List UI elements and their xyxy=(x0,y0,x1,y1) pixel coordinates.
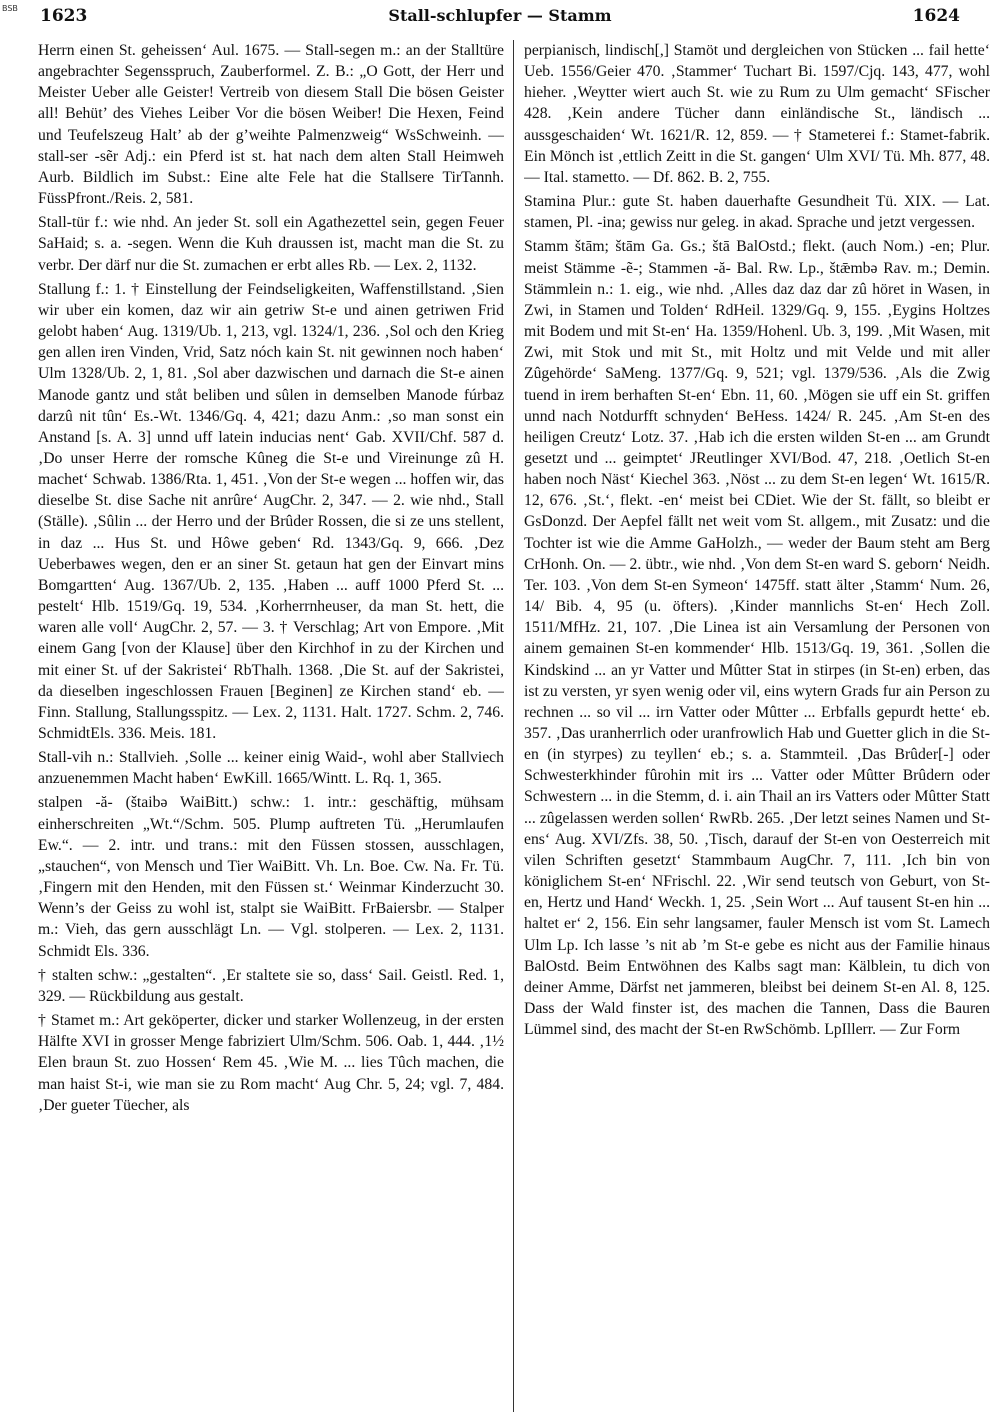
entry xyxy=(38,792,504,961)
entry xyxy=(524,40,990,188)
entry xyxy=(38,965,504,1007)
page-number-right: 1624 xyxy=(912,6,960,26)
entry xyxy=(524,191,990,233)
running-title: Stall-schlupfer — Stamm xyxy=(388,6,612,25)
entry-text: stalpen -ă- (štaibə WaiBitt.) schw.: 1. intr.: geschäftig, mühsam einherschreiten „Wt.“/Schm. 505. Plump auftreten Tü. „Herumlaufen Ew.“. — 2. intr. und trans.: mit den Füssen stossen, ausschlagen, „stauchen“, von Mensch und Tier WaiBitt. Vh. Ln. Boe. Cw. Na. Fr. Tü. ‚Fingern mit den Henden, mit den Füssen st.‘ Weinmar Kinderzucht 30. Wenn’s der Geiss zu wohl ist, stalpt sie WaiBitt. FrBaiersbr. — Stalper m.: Vieh, das gern ausschlägt Ln. — Vgl. stolperen. — Lex. 2, 1131. Schmidt Els. 336. xyxy=(38,794,504,960)
entry-text: perpianisch, lindisch[,] Stamöt und dergleichen von Stücken ... fail hette‘ Ueb. 1556/Geier 470. ‚Stammer‘ Tuchart Bi. 1597/Cjq. 143, 477, wohl hieher. ‚Weytter wiert auch St. wie zu Rum zu Ulm gemacht‘ SFischer 428. ‚Kein andere Tücher dann einländische St., ländisch ... aussgeschaiden‘ Wt. 1621/R. 12, 859. — † Stameterei f.: Stamet-fabrik. Ein Mönch ist ‚ettlich Zeitt in die St. gangen‘ Ulm XVI/ Tü. Mh. 877, 48. — Ital. stametto. — Df. 862. B. 2, 755. xyxy=(524,42,990,186)
entry xyxy=(524,236,990,1040)
entry-text: † stalten schw.: „gestalten“. ‚Er staltete sie so, dass‘ Sail. Geistl. Red. 1, 329. — Rückbildung aus gestalt. xyxy=(38,966,504,1005)
entry-text: Stall-tür f.: wie nhd. An jeder St. soll ein Agathezettel sein, gegen Feuer SaHaid; s. a. -segen. Wenn die Kuh draussen ist, macht man die St. zu verbr. Der därf nur die St. zumachen er erbt alles Rb. — Lex. 2, 1132. xyxy=(38,214,504,274)
entry-text: † Stamet m.: Art geköperter, dicker und starker Wollenzeug, in der ersten Hälfte XVI in grosser Menge fabriziert Ulm/Schm. 506. Oab. 1, 444. ‚1½ Elen braun St. zuo Hossen‘ Rem 45. ‚Wie M. ... lies Tûch machen, die man haist St-i, wie man sie zu Rom macht‘ Aug Chr. 5, 24; vgl. 7, 484. ‚Der gueter Tüecher, als xyxy=(38,1012,504,1114)
right-column xyxy=(524,40,990,1412)
entry xyxy=(38,279,504,744)
entry-text: Herrn einen St. geheissen‘ Aul. 1675. — Stall-segen m.: an der Stalltüre angebrachter Segensspruch, Zauberformel. Z. B.: „O Gott, der Herr und Meister Ueber alle Geister! Vertreib von diesem Stall Die bösen Geister all! Behüt’ des Viehes Leiber Vor die bösen Weiber! Die Hexen, Feind und Teufelszeug Halt’ ab der g’weihte Palmenzweig“ WsSchweinh. — stall-ser -sẽr Adj.: ein Pferd ist st. hat nach dem alten Stall Heimweh Aurb. Bildlich im Subst.: Eine alte Fele hat die Stallsere TirTannh. FüssPfront./Reis. 2, 581. xyxy=(38,42,504,208)
left-column xyxy=(38,40,504,1412)
entry xyxy=(38,1010,504,1116)
entry-text: Stallung f.: 1. † Einstellung der Feindseligkeiten, Waffenstillstand. ‚Sien wir uber ein komen, daz wir ain getriw St-e und ainen getriwen Frid gelobt haben‘ Aug. 1319/Ub. 1, 213, vgl. 1324/1, 236. ‚Sol och den Krieg gen allen iren Vinden, Vrid, Satz nóch kain St. nit gewinnen noch haben‘ Ulm 1328/Ub. 2, 1, 81. ‚Sol aber dazwischen und darnach die St-e ainen Manode gantz und ståt beliben und sûlen in demselben Manode fúrbaz darzû nit tûn‘ Es.-Wt. 1346/Gq. 4, 421; dazu Anm.: ‚so man sonst ein Anstand [s. A. 3] unnd uff latein inducias nent‘ Gab. XVII/Chf. 587 d. ‚Do unser Herre der romsche Kûneg die St-e und Vireinunge zû H. machet‘ Schwab. 1386/Rta. 1, 451. ‚Von der St-e wegen ... hoffen wir, das dieselbe St. dise Sache nit anrûre‘ AugChr. 2, 347. — 2. wie nhd., Stall (Ställe). ‚Sûlin ... der Herro und der Brûder Rossen, die si ze uns stellent, in daz ... Hus St. und Hôwe geben‘ Rd. 1343/Gq. 9, 666. ‚Dez Ueberbawes wegen, den er an siner St. getaun hat gen der Einvart mins Bomgartten‘ Aug. 1367/Ub. 2, 135. ‚Haben ... auff 1000 Pferd St. ... pestelt‘ Hlb. 1519/Gq. 19, 534. ‚Korherrnheuser, da man St. hett, die waren alle voll‘ AugChr. 2, 57. — 3. † Verschlag; Art von Empore. ‚Mit einem Gang [von der Klause] über den Kirchhof in zu der Kirchen und mit einer St. uf der Sakristei‘ RbThalh. 1368. ‚Die St. auf der Sakristei, da dieselben ingeschlossen Frauen [Beginen] ze Kirchen stand‘ eb. — Finn. Stallung, Stallungsspitz. — Lex. 2, 1131. Halt. 1727. Schm. 2, 746. SchmidtEls. 336. Meis. 181. xyxy=(38,280,504,742)
entry xyxy=(38,40,504,209)
entry xyxy=(38,212,504,275)
column-divider xyxy=(513,40,514,1412)
entry-text: Stamm štām; štām Ga. Gs.; štā BalOstd.; flekt. (auch Nom.) -en; Plur. meist Stämme -ẽ-; Stammen -ă- Bal. Rw. Lp., štǣmbə Rav. m.; Demin. Stämmlein n.: 1. eig., wie nhd. ‚Alles daz daz dar zû höret in Wasen, in Zwi, in Stamen und Tolden‘ RdHeil. 1329/Gq. 9, 155. ‚Eygins Holtzes mit Bodem und mit St-en‘ Ha. 1359/Hohenl. Ub. 3, 199. ‚Mit Wasen, mit Zwi, mit Stok und mit St., mit Holtz und mit Velde und mit aller Zûgehörde‘ SaMeng. 1377/Gq. 9, 521; vgl. 1379/536. ‚Als die Zwig tuend in irem berhaften St-en‘ Ebn. 11, 60. ‚Mögen sie uff ein St. griffen unnd nach Notdurfft schnyden‘ BeHess. 1424/ R. 245. ‚Am St-en des heiligen Creutz‘ Lotz. 37. ‚Hab ich die ersten wilden St-en ... am Grundt gesetzt und ... geimptet‘ JReutlinger XVI/Bod. 47, 218. ‚Oetlich St-en haben noch Näst‘ Kiechel 363. ‚Nöst ... zu dem St-en legen‘ Wt. 1615/R. 12, 676. ‚St.‘, flekt. -en‘ meist bei CDiet. Wie der St. fällt, so bleibt er GsDonzd. Der Aepfel fällt net weit vom St. allgem., mit Zusatz: und die Tochter ist wie die Amme GaHolzh., — weder der Baum steht am Berg CrHonh. On. — 2. übtr., wie nhd. ‚Von dem St-en ward S. geborn‘ Neidh. Ter. 103. ‚Von dem St-en Symeon‘ 1475ff. statt älter ‚Stamm‘ Num. 26, 14/ Bib. 4, 95 (u. öfters). ‚Kinder mannlichs St-en‘ Hech Zoll. 1511/MfHz. 21, 107. ‚Die Linea ist ain Versamlung der Personen von ainem gemainen St-en kommender‘ Hlb. 1513/Gq. 19, 361. ‚Sollen die Kindskind ... an yr Vatter und Mûtter Stat in stirpes (in St-en) erben, das ist zu versten, yr syen wenig oder vil, eins wytern Grads fur ain Person zu rechnen ... so vil ... irn Vatter oder Mûtter ... Erbfalls gepurdt hette‘ eb. 357. ‚Das uranherrlich oder uranfrowlich Hab und Guetter glich in die St-en (in styrpes) zu teyllen‘ eb.; s. a. Stammteil. ‚Das Brûder[-] oder Schwesterkhinder fûrohin mit irs ... Vatter oder Mûtter Brûdern oder Schwestern ... in die Stemm, d. i. ain Thail an irs Vatters oder Mûtter Statt ... zûgelassen werden sollen‘ RwRb. 265. ‚Der letzt seines Namen und St-ens‘ Aug. XVI/Zfs. 38, 50. ‚Tisch, darauf der St-en von Oesterreich mit vilen Schriften gesetzt‘ Stammbaum AugChr. 7, 111. ‚Ich bin von königlichem St-en‘ NFrischl. 22. ‚Wir send teutsch von Geburt, von St-en, Hertz und Hand‘ Weckh. 1, 25. ‚Sein Wort ... Auf tausent St-en hin ... haltet er‘ 2, 156. Ein sehr langsamer, fauler Mensch ist vom St. Lamech Ulm Lp. Ich lasse ’s nit ab ’m St-e gebe es nicht aus der Familie hinaus BalOstd. Beim Entwöhnen des Kalbs sagt man: Kälblein, tu dich von deiner Amme, Därfst net jammeren, bleibst bei deinem St-en Al. 8, 125. Dass der Wald finster ist, des machen die Tannen, Dass die Bauren Lümmel sind, des macht der St-en RwSchömb. LpIllerr. — Zur Form xyxy=(524,238,990,1039)
entry xyxy=(38,747,504,789)
entry-text: Stall-vih n.: Stallvieh. ‚Solle ... keiner einig Waid-, wohl aber Stallviech anzuenemmen Macht haben‘ EwKill. 1665/Wintt. L. Rq. 1, 365. xyxy=(38,749,504,788)
page-header xyxy=(40,6,960,32)
library-stamp: BSB xyxy=(2,4,18,13)
entry-text: Stamina Plur.: gute St. haben dauerhafte Gesundheit Tü. XIX. — Lat. stamen, Pl. -ina; gewiss nur geleg. in akad. Sprache und jetzt vergessen. xyxy=(524,193,990,232)
page-number-left: 1623 xyxy=(40,6,88,26)
